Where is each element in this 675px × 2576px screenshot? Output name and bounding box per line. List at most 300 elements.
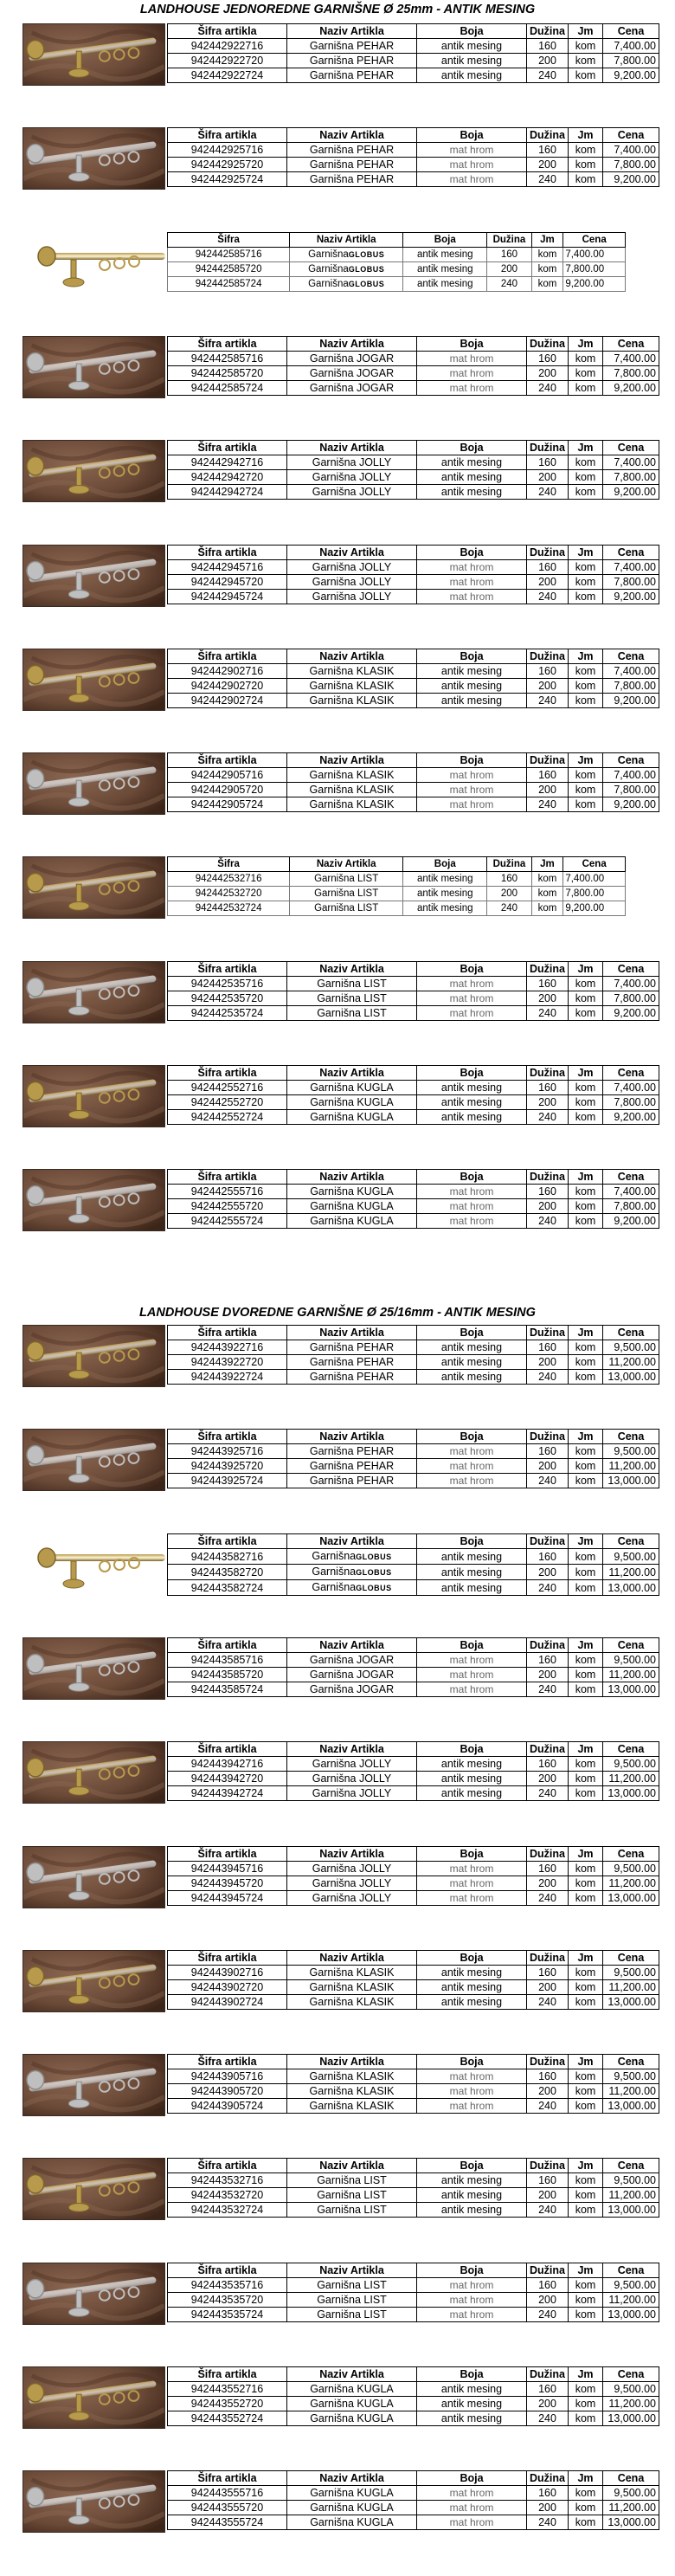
unit-text: kom: [575, 2085, 596, 2097]
table-header-row: [168, 546, 659, 560]
price-cell: [563, 901, 626, 916]
price-text: 7,800.00: [614, 55, 656, 67]
name-cell: [287, 39, 417, 54]
column-header: Šifra artikla: [168, 2263, 287, 2278]
column-header: Jm: [569, 2055, 603, 2069]
table-header-row: [168, 24, 659, 39]
sku-cell: [168, 455, 287, 470]
product-block: [0, 336, 675, 398]
name-cell: [287, 1549, 417, 1565]
length-cell: [527, 560, 569, 575]
column-header: Boja: [417, 1066, 527, 1081]
name-cell: [287, 977, 417, 991]
column-header: Naziv Artikla: [287, 1326, 417, 1340]
table-header-row: [168, 1847, 659, 1862]
price-table: [167, 1169, 659, 1229]
column-header: Naziv Artikla: [287, 1170, 417, 1185]
length-cell: [527, 2308, 569, 2322]
name-cell: [287, 158, 417, 172]
unit-cell: [569, 1370, 603, 1385]
price-text: 7,800.00: [614, 576, 656, 588]
sku-cell: [168, 1549, 287, 1565]
length-text: 200: [538, 2085, 556, 2097]
color-cell: [403, 872, 487, 887]
length-text: 240: [538, 1787, 556, 1799]
column-header: Jm: [569, 2367, 603, 2382]
color-cell: [417, 1095, 527, 1110]
name-cell: [290, 901, 403, 916]
product-block: [0, 1637, 675, 1700]
price-text: 11,200.00: [608, 1877, 656, 1889]
globus-logo-text: GLOBUS: [356, 1568, 392, 1577]
column-header: Naziv Artikla: [287, 1847, 417, 1862]
column-header: Dužina: [527, 441, 569, 455]
sku-text: 942443535716: [190, 2279, 264, 2291]
table-row: [168, 39, 659, 54]
length-cell: [527, 694, 569, 708]
name-text: Garnišna JOLLY: [312, 576, 392, 588]
name-text: Garnišna KLASIK: [309, 1981, 395, 1993]
column-header: Cena: [603, 1534, 659, 1549]
name-cell: [287, 560, 417, 575]
length-text: 160: [538, 1081, 556, 1094]
name-cell: [287, 694, 417, 708]
name-text: Garnišna KUGLA: [310, 1081, 394, 1094]
sku-text: 942442925720: [190, 158, 264, 171]
color-text: mat hrom: [449, 2294, 494, 2306]
unit-cell: [531, 248, 563, 262]
price-cell: [603, 2308, 659, 2322]
length-text: 200: [538, 2502, 556, 2514]
sku-cell: [168, 575, 287, 590]
sku-text: 942442922720: [190, 55, 264, 67]
color-cell: [417, 768, 527, 783]
unit-cell: [569, 1772, 603, 1786]
length-cell: [527, 797, 569, 812]
sku-cell: [168, 2084, 287, 2099]
table-row: [168, 1786, 659, 1801]
name-cell: [287, 2099, 417, 2114]
price-cell: [603, 1565, 659, 1580]
table-row: [168, 768, 659, 783]
table-header-row: [168, 441, 659, 455]
length-cell: [527, 1549, 569, 1565]
column-header: Cena: [603, 2159, 659, 2173]
price-cell: [603, 1995, 659, 2010]
sku-text: 942442555720: [190, 1200, 264, 1212]
column-header: Boja: [417, 2263, 527, 2278]
sku-cell: [168, 679, 287, 694]
name-cell: [287, 797, 417, 812]
name-text: Garnišna JOLLY: [312, 591, 392, 603]
sku-text: 942442945724: [190, 591, 264, 603]
color-text: antik mesing: [440, 1341, 503, 1353]
color-cell: [417, 1185, 527, 1199]
length-cell: [527, 1370, 569, 1385]
name-text: Garnišna PEHAR: [309, 1475, 395, 1487]
sku-cell: [168, 1980, 287, 1995]
column-header: Cena: [603, 2471, 659, 2486]
column-header: Jm: [531, 233, 563, 248]
column-header: Dužina: [487, 857, 531, 872]
name-text: Garnišna JOGAR: [309, 1669, 395, 1681]
price-table: [167, 856, 626, 916]
color-text: antik mesing: [440, 1581, 503, 1594]
color-text: antik mesing: [440, 2174, 503, 2186]
sku-text: 942442585716: [195, 249, 262, 260]
column-header: Cena: [563, 233, 626, 248]
color-cell: [417, 1891, 527, 1906]
length-cell: [527, 1214, 569, 1229]
column-header: Šifra artikla: [168, 962, 287, 977]
unit-text: kom: [575, 2412, 596, 2424]
sku-cell: [168, 1757, 287, 1772]
length-text: 240: [500, 279, 518, 289]
table-row: [168, 1966, 659, 1980]
price-cell: [603, 1370, 659, 1385]
sku-text: 942443555720: [190, 2502, 264, 2514]
price-text: 13,000.00: [608, 2516, 656, 2528]
name-cell: [287, 2173, 417, 2188]
unit-text: kom: [537, 903, 557, 914]
color-cell: [417, 2203, 527, 2218]
length-text: 240: [538, 486, 556, 498]
color-cell: [417, 366, 527, 381]
table-row: [168, 1110, 659, 1125]
length-text: 160: [538, 1758, 556, 1770]
column-header: Cena: [563, 857, 626, 872]
sku-cell: [168, 1355, 287, 1370]
table-row: [168, 1355, 659, 1370]
column-header: Naziv Artikla: [287, 2159, 417, 2173]
price-text: 13,000.00: [608, 1892, 656, 1904]
length-text: 200: [538, 1200, 556, 1212]
price-text: 13,000.00: [608, 2308, 656, 2321]
product-block: [0, 649, 675, 711]
price-cell: [603, 2293, 659, 2308]
price-text: 9,200.00: [565, 903, 605, 914]
color-text: mat hrom: [449, 784, 494, 796]
sku-cell: [168, 991, 287, 1006]
price-cell: [603, 1214, 659, 1229]
column-header: Dužina: [527, 1430, 569, 1444]
color-cell: [417, 1081, 527, 1095]
column-header: Šifra artikla: [168, 1951, 287, 1966]
name-text: Garnišna JOLLY: [312, 486, 392, 498]
product-photo: [22, 336, 165, 398]
price-table: [167, 440, 659, 500]
length-text: 160: [538, 665, 556, 677]
price-cell: [603, 2501, 659, 2515]
name-text: Garnišna JOGAR: [309, 367, 395, 379]
name-text: Garnišna PEHAR: [309, 40, 395, 52]
sku-cell: [168, 590, 287, 604]
color-text: mat hrom: [449, 144, 494, 156]
product-block: [0, 2470, 675, 2533]
length-text: 200: [538, 1772, 556, 1785]
table-row: [168, 887, 626, 901]
column-header: Šifra artikla: [168, 2159, 287, 2173]
length-text: 240: [538, 1371, 556, 1383]
length-text: 160: [538, 1863, 556, 1875]
product-photo: [22, 1637, 165, 1700]
name-cell: [287, 2501, 417, 2515]
name-text: Garnišna JOGAR: [309, 382, 395, 394]
column-header: Šifra artikla: [168, 2367, 287, 2382]
length-text: 200: [538, 471, 556, 483]
name-cell: [287, 2203, 417, 2218]
sku-text: 942443585716: [190, 1654, 264, 1666]
table-header-row: [168, 2471, 659, 2486]
name-cell: [287, 455, 417, 470]
name-text: Garnišna KLASIK: [309, 1996, 395, 2008]
column-header: Boja: [417, 128, 527, 143]
name-cell: [287, 2411, 417, 2426]
price-cell: [603, 2278, 659, 2293]
unit-cell: [569, 2099, 603, 2114]
price-cell: [603, 1876, 659, 1891]
sku-cell: [168, 1185, 287, 1199]
column-header: Boja: [417, 2471, 527, 2486]
column-header: Dužina: [527, 1170, 569, 1185]
price-cell: [603, 2486, 659, 2501]
price-table: [167, 752, 659, 812]
length-cell: [527, 2397, 569, 2411]
price-text: 9,200.00: [614, 486, 656, 498]
price-cell: [603, 1444, 659, 1459]
table-header-row: [168, 337, 659, 352]
name-cell: [287, 768, 417, 783]
unit-text: kom: [575, 798, 596, 810]
unit-cell: [569, 590, 603, 604]
table-row: [168, 172, 659, 187]
length-cell: [527, 575, 569, 590]
product-block: [0, 1846, 675, 1908]
color-text: mat hrom: [449, 1185, 494, 1198]
name-cell: [287, 1355, 417, 1370]
sku-cell: [168, 1653, 287, 1668]
price-text: 9,200.00: [614, 1111, 656, 1123]
unit-text: kom: [575, 40, 596, 52]
table-header-row: [168, 2263, 659, 2278]
table-row: [168, 143, 659, 158]
unit-text: kom: [575, 2174, 596, 2186]
color-cell: [417, 797, 527, 812]
price-cell: [603, 2203, 659, 2218]
table-row: [168, 1199, 659, 1214]
table-row: [168, 1006, 659, 1021]
price-cell: [603, 2069, 659, 2084]
table-row: [168, 352, 659, 366]
price-cell: [563, 262, 626, 277]
color-text: mat hrom: [449, 173, 494, 185]
length-cell: [527, 977, 569, 991]
price-text: 7,800.00: [614, 471, 656, 483]
sku-text: 942442925716: [190, 144, 264, 156]
column-header: Naziv Artikla: [287, 24, 417, 39]
name-text: Garnišna JOLLY: [312, 471, 392, 483]
name-cell: [287, 1199, 417, 1214]
price-text: 9,500.00: [614, 2070, 656, 2082]
color-cell: [403, 262, 487, 277]
color-text: mat hrom: [449, 798, 494, 810]
sku-text: 942442585716: [190, 352, 264, 365]
length-text: 160: [538, 1445, 556, 1457]
color-text: mat hrom: [449, 2308, 494, 2321]
price-cell: [603, 381, 659, 396]
sku-cell: [168, 1862, 287, 1876]
name-cell: [287, 172, 417, 187]
column-header: Jm: [569, 24, 603, 39]
price-cell: [603, 1580, 659, 1596]
name-cell: [287, 1668, 417, 1682]
unit-cell: [569, 1862, 603, 1876]
column-header: Naziv Artikla: [287, 1951, 417, 1966]
product-photo: [22, 1065, 165, 1127]
price-text: 9,500.00: [614, 2487, 656, 2499]
column-header: Naziv Artikla: [287, 753, 417, 768]
color-cell: [417, 1444, 527, 1459]
price-text: 7,800.00: [614, 367, 656, 379]
sku-cell: [168, 887, 290, 901]
name-cell: [287, 54, 417, 68]
length-text: 160: [538, 978, 556, 990]
product-photo: [22, 440, 165, 502]
name-cell: [287, 1110, 417, 1125]
column-header: Šifra artikla: [168, 1534, 287, 1549]
column-header: Boja: [417, 1534, 527, 1549]
sku-text: 942443925720: [190, 1460, 264, 1472]
name-cell: [287, 783, 417, 797]
sku-cell: [168, 1876, 287, 1891]
table-row: [168, 2278, 659, 2293]
sku-text: 942443905716: [190, 2070, 264, 2082]
sku-cell: [168, 2411, 287, 2426]
name-cell: [290, 277, 403, 292]
price-cell: [603, 1474, 659, 1488]
price-text: 7,800.00: [565, 888, 605, 899]
color-cell: [417, 2308, 527, 2322]
unit-cell: [569, 1891, 603, 1906]
table-row: [168, 694, 659, 708]
name-text: Garnišna KUGLA: [310, 2412, 394, 2424]
length-cell: [527, 768, 569, 783]
unit-cell: [569, 1081, 603, 1095]
table-row: [168, 1549, 659, 1565]
name-text: Garnišna PEHAR: [309, 144, 395, 156]
length-cell: [527, 590, 569, 604]
color-cell: [417, 2382, 527, 2397]
column-header: Dužina: [527, 24, 569, 39]
length-cell: [487, 901, 531, 916]
price-text: 7,400.00: [614, 352, 656, 365]
length-text: 200: [538, 1877, 556, 1889]
unit-text: kom: [575, 1550, 596, 1563]
table-row: [168, 1653, 659, 1668]
color-cell: [417, 1370, 527, 1385]
length-cell: [527, 366, 569, 381]
name-text: Garnišna KLASIK: [309, 2100, 395, 2112]
column-header: Cena: [603, 2263, 659, 2278]
length-text: 200: [538, 367, 556, 379]
table-row: [168, 1081, 659, 1095]
product-photo: [22, 545, 165, 607]
sku-cell: [168, 797, 287, 812]
price-table: [167, 1533, 659, 1596]
price-text: 13,000.00: [608, 1371, 656, 1383]
column-header: Cena: [603, 1951, 659, 1966]
color-cell: [417, 2099, 527, 2114]
price-text: 13,000.00: [608, 1996, 656, 2008]
name-text: Garnišna PEHAR: [309, 69, 395, 81]
column-header: Naziv Artikla: [290, 233, 403, 248]
product-photo: [22, 1533, 165, 1596]
color-text: antik mesing: [440, 40, 503, 52]
unit-cell: [569, 352, 603, 366]
length-cell: [527, 1081, 569, 1095]
unit-text: kom: [575, 2383, 596, 2395]
sku-text: 942442532720: [195, 888, 262, 899]
price-cell: [603, 1772, 659, 1786]
product-photo: [22, 2366, 165, 2429]
unit-cell: [569, 2069, 603, 2084]
color-text: antik mesing: [440, 694, 503, 707]
unit-text: kom: [575, 471, 596, 483]
sku-text: 942443945720: [190, 1877, 264, 1889]
unit-text: kom: [575, 769, 596, 781]
price-text: 7,400.00: [614, 665, 656, 677]
name-text: Garnišna JOLLY: [312, 1877, 392, 1889]
color-cell: [417, 1006, 527, 1021]
color-cell: [417, 575, 527, 590]
price-cell: [603, 2173, 659, 2188]
name-cell: [287, 1995, 417, 2010]
length-cell: [527, 664, 569, 679]
length-text: 200: [538, 2189, 556, 2201]
sku-cell: [168, 1474, 287, 1488]
column-header: Dužina: [527, 2159, 569, 2173]
unit-cell: [569, 1549, 603, 1565]
sku-text: 942443532716: [190, 2174, 264, 2186]
color-cell: [417, 2293, 527, 2308]
length-text: 160: [538, 2174, 556, 2186]
name-cell: [287, 366, 417, 381]
color-text: antik mesing: [440, 471, 503, 483]
length-text: 200: [538, 1460, 556, 1472]
name-text: Garnišna KUGLA: [310, 2398, 394, 2410]
column-header: Šifra artikla: [168, 753, 287, 768]
column-header: Jm: [569, 441, 603, 455]
length-text: 160: [538, 1550, 556, 1563]
sku-cell: [168, 1081, 287, 1095]
unit-cell: [569, 783, 603, 797]
length-cell: [527, 783, 569, 797]
table-row: [168, 797, 659, 812]
name-text: Garnišna: [312, 1566, 357, 1578]
column-header: Cena: [603, 1430, 659, 1444]
color-text: mat hrom: [449, 1445, 494, 1457]
sku-text: 942442555716: [190, 1185, 264, 1198]
table-row: [168, 1474, 659, 1488]
sku-text: 942442532716: [195, 874, 262, 884]
unit-cell: [569, 470, 603, 485]
length-cell: [527, 39, 569, 54]
price-text: 11,200.00: [608, 1460, 656, 1472]
name-text: Garnišna LIST: [317, 2174, 387, 2186]
length-cell: [527, 1653, 569, 1668]
column-header: Naziv Artikla: [287, 962, 417, 977]
column-header: Boja: [417, 24, 527, 39]
